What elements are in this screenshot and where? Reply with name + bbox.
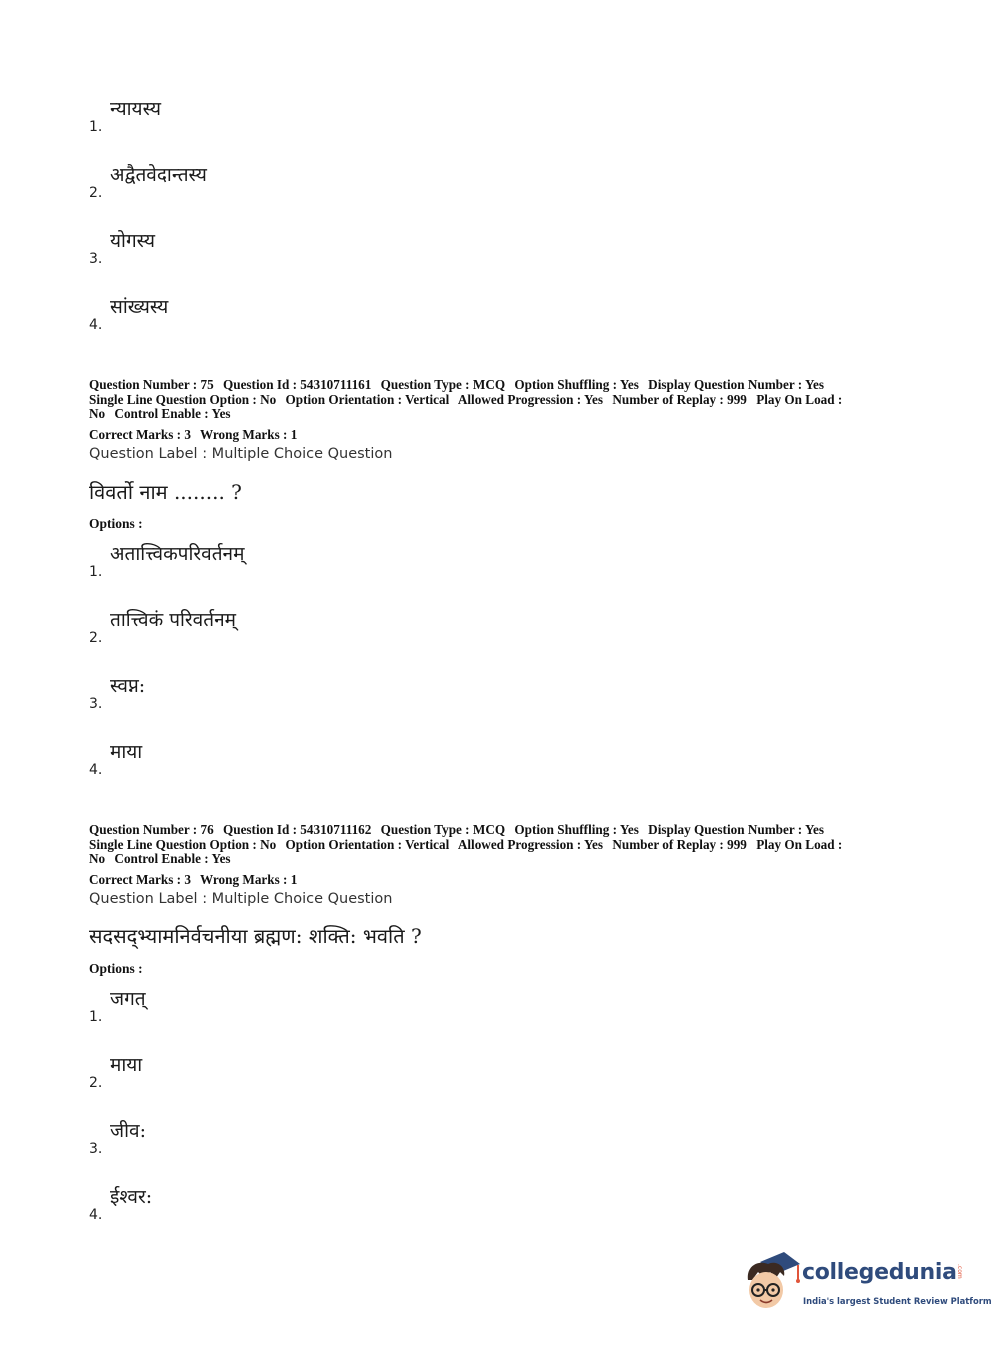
question-75-label: Question Label : Multiple Choice Question [89, 446, 393, 462]
question-type: Question Type : MCQ [380, 377, 506, 392]
question-75-metadata [89, 378, 909, 422]
option-text: न्यायस्य [110, 98, 161, 120]
meta-line-3 [89, 407, 909, 422]
option-text: योगस्य [110, 230, 156, 252]
question-76-text: सदसद्भ्यामनिर्वचनीया ब्रह्मण: शक्ति: भवति ? [89, 924, 422, 948]
option-orientation: Option Orientation : Vertical [285, 836, 450, 852]
option-text: अद्वैतवेदान्तस्य [110, 164, 207, 186]
meta-line-2 [89, 393, 909, 408]
allowed-progression: Allowed Progression : Yes [457, 391, 604, 407]
q75-option-3 [89, 672, 589, 712]
play-on-load: Play On Load : [756, 836, 843, 852]
logo-tagline: India's largest Student Review Platform [803, 1296, 992, 1306]
collegedunia-logo[interactable] [740, 1250, 992, 1320]
meta-line-2 [89, 838, 909, 853]
q75-option-1 [89, 540, 589, 580]
control-enable: Control Enable : Yes [114, 851, 231, 867]
q76-option-4 [89, 1183, 589, 1223]
option-text: ईश्वर: [110, 1186, 153, 1208]
option-number: 2. [89, 185, 103, 201]
question-number: Question Number : 75 [89, 377, 214, 392]
mascot-icon [740, 1250, 802, 1314]
option-number: 4. [89, 1207, 103, 1223]
wrong-marks: Wrong Marks : 1 [199, 427, 298, 442]
q76-option-3 [89, 1117, 589, 1157]
question-75-text: विवर्तो नाम ........ ? [89, 480, 242, 504]
number-of-replay: Number of Replay : 999 [612, 391, 747, 407]
play-on-load-value: No [89, 851, 106, 867]
single-line-option: Single Line Question Option : No [89, 391, 277, 407]
wrong-marks: Wrong Marks : 1 [199, 872, 298, 887]
prev-option-4 [89, 293, 589, 333]
option-number: 1. [89, 564, 103, 580]
prev-option-3 [89, 227, 589, 267]
display-question-number: Display Question Number : Yes [648, 377, 825, 392]
q75-option-2 [89, 606, 589, 646]
option-text: माया [110, 1054, 143, 1076]
question-75-marks [89, 427, 303, 443]
option-text: अतात्त्विकपरिवर्तनम् [110, 543, 245, 565]
option-number: 1. [89, 1009, 103, 1025]
logo-wordmark: collegedunia [802, 1260, 957, 1285]
option-number: 1. [89, 119, 103, 135]
meta-line-3 [89, 852, 909, 867]
question-76-options-heading: Options : [89, 961, 143, 976]
option-number: 2. [89, 1075, 103, 1091]
allowed-progression: Allowed Progression : Yes [457, 836, 604, 852]
question-number: Question Number : 76 [89, 822, 214, 837]
q75-option-4 [89, 738, 589, 778]
option-shuffling: Option Shuffling : Yes [514, 822, 639, 837]
option-shuffling: Option Shuffling : Yes [514, 377, 639, 392]
display-question-number: Display Question Number : Yes [648, 822, 825, 837]
meta-line-1 [89, 823, 909, 838]
single-line-option: Single Line Question Option : No [89, 836, 277, 852]
prev-option-1 [89, 95, 589, 135]
q76-option-1 [89, 985, 589, 1025]
meta-line-1 [89, 378, 909, 393]
question-76-marks [89, 872, 303, 888]
correct-marks: Correct Marks : 3 [89, 427, 191, 442]
play-on-load-value: No [89, 406, 106, 422]
option-text: तात्त्विकं परिवर्तनम् [110, 609, 236, 631]
option-text: स्वप्न: [110, 675, 146, 697]
option-number: 4. [89, 317, 103, 333]
option-number: 4. [89, 762, 103, 778]
question-id: Question Id : 54310711161 [222, 377, 372, 392]
question-76-metadata [89, 823, 909, 867]
option-text: जीव: [110, 1120, 146, 1142]
question-76-label: Question Label : Multiple Choice Question [89, 891, 393, 907]
option-number: 3. [89, 696, 103, 712]
prev-option-2 [89, 161, 589, 201]
q76-option-2 [89, 1051, 589, 1091]
logo-suffix: .com [956, 1264, 963, 1279]
number-of-replay: Number of Replay : 999 [612, 836, 747, 852]
option-text: माया [110, 741, 143, 763]
option-number: 2. [89, 630, 103, 646]
option-number: 3. [89, 1141, 103, 1157]
option-orientation: Option Orientation : Vertical [285, 391, 450, 407]
option-number: 3. [89, 251, 103, 267]
control-enable: Control Enable : Yes [114, 406, 231, 422]
option-text: जगत् [110, 988, 146, 1010]
question-id: Question Id : 54310711162 [222, 822, 372, 837]
question-75-options-heading: Options : [89, 516, 143, 531]
question-type: Question Type : MCQ [380, 822, 506, 837]
option-text: सांख्यस्य [110, 296, 169, 318]
play-on-load: Play On Load : [756, 391, 843, 407]
correct-marks: Correct Marks : 3 [89, 872, 191, 887]
